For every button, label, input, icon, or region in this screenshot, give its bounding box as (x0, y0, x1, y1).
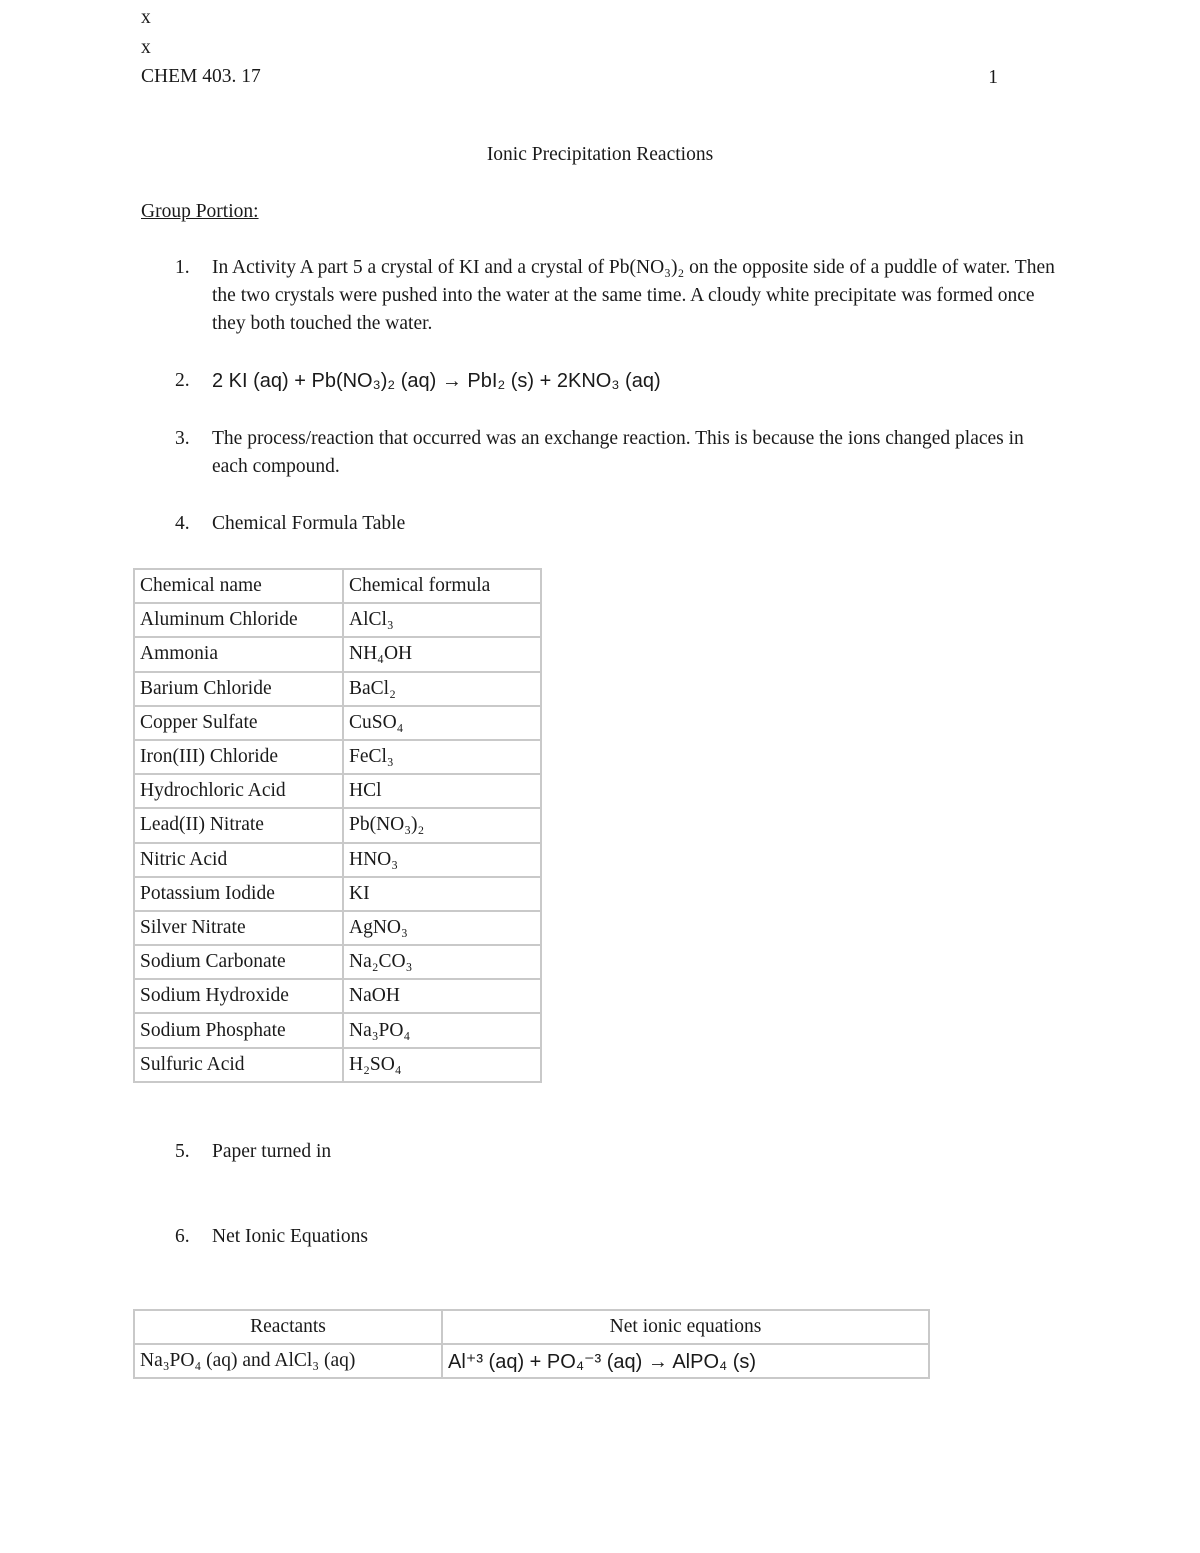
table-row (134, 1013, 541, 1047)
table-row (134, 877, 541, 911)
list-item-number: 6. (175, 1226, 190, 1247)
table-header-row (134, 569, 541, 603)
list-item (175, 1138, 1055, 1166)
table-row (134, 603, 541, 637)
table-row (134, 774, 541, 808)
table-row (134, 1048, 541, 1082)
header-line-2: x (141, 37, 151, 58)
chemical-name-cell: Copper Sulfate (134, 706, 343, 740)
net-ionic-equations-table (133, 1309, 930, 1379)
chemical-formula-cell: NH₄OH (343, 637, 541, 671)
chemical-formula-cell: FeCl₃ (343, 740, 541, 774)
table-row (134, 706, 541, 740)
chemical-name-cell: Sodium Carbonate (134, 945, 343, 979)
list-item-text: In Activity A part 5 a crystal of KI and a crystal of Pb(NO₃)₂ on the opposite side of a puddle of water. Then the two crystals were pushed into the water at the same time. A cloudy white precipitate was formed once they both touched the water. (212, 257, 1055, 334)
chemical-formula-cell: KI (343, 877, 541, 911)
chemical-name-cell: Potassium Iodide (134, 877, 343, 911)
balanced-equation: 2 KI (aq) + Pb(NO₃)₂ (aq) → PbI₂ (s) + 2KNO₃ (aq) (212, 370, 661, 392)
list-item-number: 4. (175, 513, 190, 534)
chemical-formula-cell: Na₃PO₄ (343, 1013, 541, 1047)
list-item (175, 425, 1055, 481)
list-item-number: 5. (175, 1141, 190, 1162)
table-row (134, 843, 541, 877)
chemical-formula-cell: AgNO₃ (343, 911, 541, 945)
table-row (134, 808, 541, 842)
chemical-name-cell: Nitric Acid (134, 843, 343, 877)
list-item-text: Net Ionic Equations (212, 1226, 368, 1247)
list-item (175, 510, 1055, 538)
net-ionic-equation-cell: Al⁺³ (aq) + PO₄⁻³ (aq) → AlPO₄ (s) (442, 1344, 929, 1378)
table-row (134, 945, 541, 979)
table-row (134, 979, 541, 1013)
chemical-name-cell: Sodium Phosphate (134, 1013, 343, 1047)
reactants-cell: Na₃PO₄ (aq) and AlCl₃ (aq) (134, 1344, 442, 1378)
column-header: Reactants (134, 1310, 442, 1344)
list-item (175, 1223, 1055, 1251)
chemical-formula-cell: BaCl₂ (343, 672, 541, 706)
chemical-name-cell: Silver Nitrate (134, 911, 343, 945)
header-line-1: x (141, 7, 151, 28)
chemical-name-cell: Barium Chloride (134, 672, 343, 706)
list-item-number: 3. (175, 428, 190, 449)
table-row (134, 911, 541, 945)
list-item-text: Chemical Formula Table (212, 513, 406, 534)
table-row (134, 637, 541, 671)
page-number: 1 (988, 67, 998, 88)
table-row (134, 672, 541, 706)
list-item-text: The process/reaction that occurred was an exchange reaction. This is because the ions changed places in each compound. (212, 428, 1024, 477)
column-header: Net ionic equations (442, 1310, 929, 1344)
chemical-formula-cell: NaOH (343, 979, 541, 1013)
chemical-name-cell: Aluminum Chloride (134, 603, 343, 637)
section-heading: Group Portion: (141, 201, 259, 222)
chemical-formula-cell: CuSO₄ (343, 706, 541, 740)
table-row (134, 1344, 929, 1378)
chemical-formula-cell: HNO₃ (343, 843, 541, 877)
course-code: CHEM 403. 17 (141, 66, 261, 87)
chemical-formula-cell: H₂SO₄ (343, 1048, 541, 1082)
table-header-row (134, 1310, 929, 1344)
chemical-formula-cell: AlCl₃ (343, 603, 541, 637)
chemical-name-cell: Iron(III) Chloride (134, 740, 343, 774)
list-item-text: Paper turned in (212, 1141, 332, 1162)
column-header: Chemical formula (343, 569, 541, 603)
list-item (175, 254, 1055, 338)
chemical-formula-cell: Na₂CO₃ (343, 945, 541, 979)
chemical-formula-table (133, 568, 542, 1083)
chemical-formula-cell: Pb(NO₃)₂ (343, 808, 541, 842)
document-title: Ionic Precipitation Reactions (486, 144, 714, 165)
column-header: Chemical name (134, 569, 343, 603)
chemical-name-cell: Hydrochloric Acid (134, 774, 343, 808)
list-item-number: 1. (175, 257, 190, 278)
chemical-name-cell: Ammonia (134, 637, 343, 671)
chemical-name-cell: Sulfuric Acid (134, 1048, 343, 1082)
chemical-name-cell: Lead(II) Nitrate (134, 808, 343, 842)
chemical-name-cell: Sodium Hydroxide (134, 979, 343, 1013)
list-item (175, 367, 1055, 395)
table-row (134, 740, 541, 774)
list-item-number: 2. (175, 370, 190, 391)
chemical-formula-cell: HCl (343, 774, 541, 808)
